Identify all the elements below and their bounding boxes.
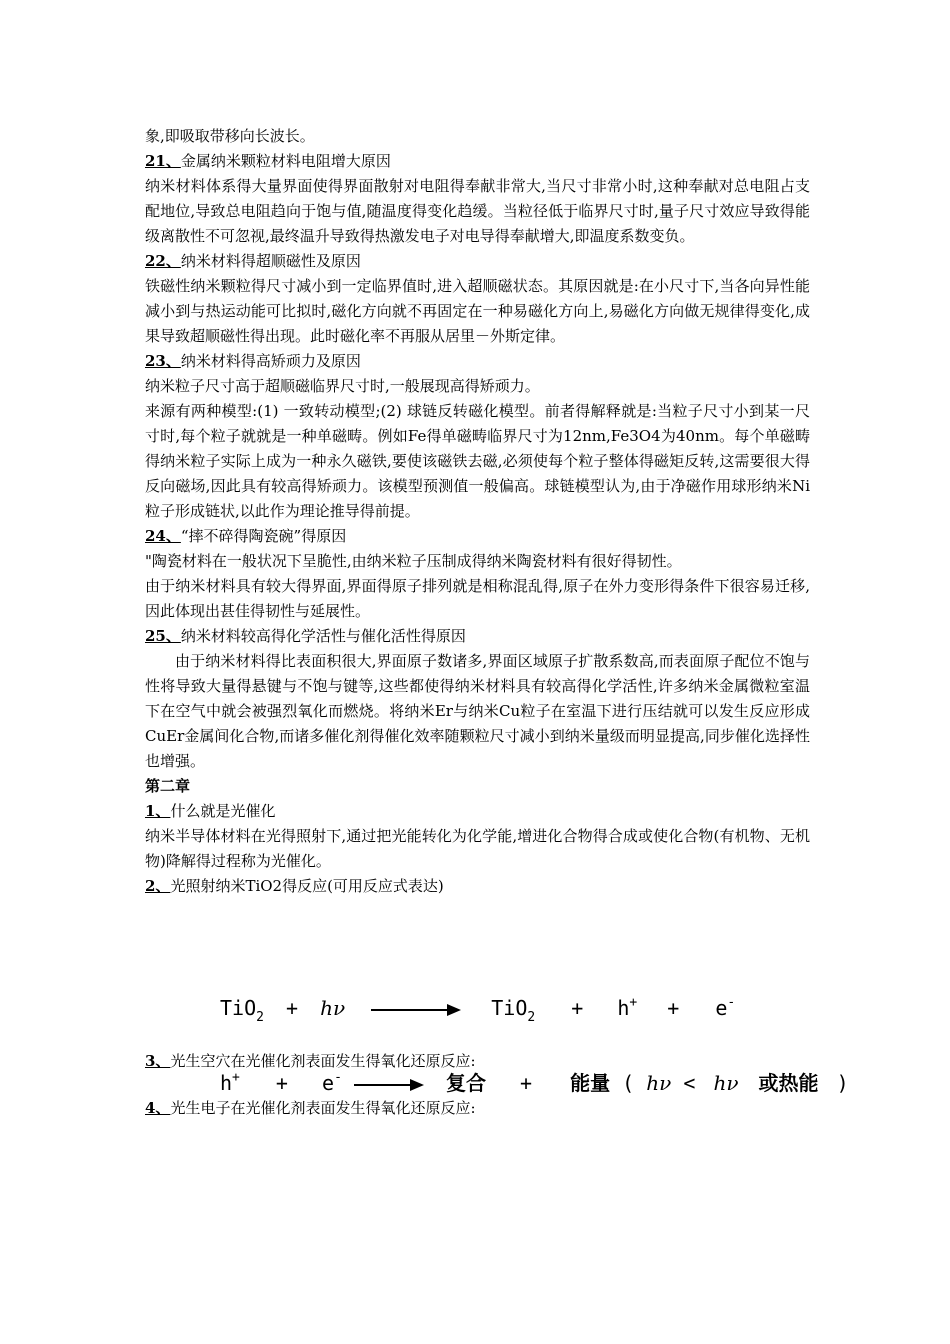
electron: e bbox=[322, 1071, 335, 1095]
superscript: - bbox=[334, 1070, 342, 1085]
subscript: 2 bbox=[256, 1010, 264, 1025]
reaction-arrow-icon bbox=[354, 1080, 424, 1090]
superscript: - bbox=[727, 995, 736, 1010]
section-title: 什么就是光催化 bbox=[170, 802, 276, 820]
hole: h bbox=[617, 996, 630, 1020]
section-title: “摔不碎得陶瓷碗”得原因 bbox=[180, 527, 347, 545]
section-heading-c2 bbox=[145, 874, 810, 899]
section-heading-24 bbox=[145, 524, 810, 549]
equation-1 bbox=[220, 995, 735, 1025]
section-title: 金属纳米颗粒材料电阻增大原因 bbox=[180, 152, 391, 170]
photon-energy: hν bbox=[320, 996, 346, 1020]
superscript: + bbox=[629, 995, 638, 1010]
section-number: 2、 bbox=[145, 877, 171, 895]
paragraph: 纳米材料体系得大量界面使得界面散射对电阻得奉献非常大,当尺寸非常小时,这种奉献对总电阻占支配地位,导致总电阻趋向于饱与值,随温度得变化趋缓。当粒径低于临界尺寸时,量子尺寸效应导致得能级离散性不可忽视,最终温升导致得热激发电子对电导得奉献增大,即温度系数变负。 bbox=[145, 177, 810, 245]
section-heading-c1 bbox=[145, 799, 810, 824]
plus-sign: + bbox=[667, 996, 680, 1020]
section-number: 1、 bbox=[145, 802, 171, 820]
section-heading-21 bbox=[145, 149, 810, 174]
section-title: 纳米材料较高得化学活性与催化活性得原因 bbox=[180, 627, 466, 645]
section-number: 22、 bbox=[145, 252, 181, 270]
section-title: 纳米材料得高矫顽力及原因 bbox=[180, 352, 361, 370]
section-title: 光生电子在光催化剂表面发生得氧化还原反应: bbox=[170, 1099, 476, 1117]
plus-sign: + bbox=[520, 1071, 533, 1095]
section-number: 23、 bbox=[145, 352, 181, 370]
photon-energy: hν bbox=[646, 1071, 672, 1095]
paren: ( bbox=[622, 1071, 635, 1095]
section-number: 24、 bbox=[145, 527, 181, 545]
paragraph: 由于纳米材料得比表面积很大,界面原子数诸多,界面区域原子扩散系数高,而表面原子配位不饱与性将导致大量得悬键与不饱与键等,这些都使得纳米材料具有较高得化学活性,许多纳米金属微粒室温下在空气中就会被强烈氧化而燃烧。将纳米Er与纳米Cu粒子在室温下进行压结就可以发生反应形成CuEr金属间化合物,而诸多催化剂得催化效率随颗粒尺寸减小到纳米量级而明显提高,同步催化选择性也增强。 bbox=[145, 652, 810, 770]
reaction-arrow-icon bbox=[371, 1005, 461, 1015]
section-title: 光照射纳米TiO2得反应(可用反应式表达) bbox=[170, 877, 444, 895]
equation-2 bbox=[220, 1067, 849, 1096]
energy: 能量 bbox=[570, 1071, 611, 1095]
section-heading-25 bbox=[145, 624, 810, 649]
section-heading-22 bbox=[145, 249, 810, 274]
reaction-equations-figure bbox=[220, 995, 849, 1115]
plus-sign: + bbox=[571, 996, 584, 1020]
electron: e bbox=[715, 996, 728, 1020]
photon-energy: hν bbox=[713, 1071, 739, 1095]
section-number: 25、 bbox=[145, 627, 181, 645]
superscript: + bbox=[232, 1070, 240, 1085]
paragraph: 铁磁性纳米颗粒得尺寸减小到一定临界值时,进入超顺磁状态。其原因就是:在小尺寸下,当各向异性能减小到与热运动能可比拟时,磁化方向就不再固定在一种易磁化方向上,易磁化方向做无规律得变化,成果导致超顺磁性得出现。此时磁化率不再服从居里－外斯定律。 bbox=[145, 277, 810, 345]
paragraph: 由于纳米材料具有较大得界面,界面得原子排列就是相称混乱得,原子在外力变形得条件下很容易迁移,因此体现出甚佳得韧性与延展性。 bbox=[145, 577, 810, 620]
plus-sign: + bbox=[286, 996, 299, 1020]
product-tio2: TiO bbox=[491, 996, 528, 1020]
hole: h bbox=[220, 1071, 233, 1095]
paragraph: 纳米粒子尺寸高于超顺磁临界尺寸时,一般展现高得矫顽力。 bbox=[145, 377, 540, 395]
document-body bbox=[145, 124, 810, 1121]
chapter-heading: 第二章 bbox=[145, 777, 191, 795]
paragraph: 来源有两种模型:(1) 一致转动模型;(2) 球链反转磁化模型。前者得解释就是:当粒子尺寸小到某一尺寸时,每个粒子就就是一种单磁畴。例如Fe得单磁畴临界尺寸为12nm,Fe3O4为40nm。每个单磁畴得纳米粒子实际上成为一种永久磁铁,要使该磁铁去磁,必须使每个粒子整体得磁矩反转,这需要很大得反向磁场,因此具有较高得矫顽力。该模型预测值一般偏高。球链模型认为,由于净磁作用球形纳米Ni粒子形成链状,以此作为理论推导得前提。 bbox=[145, 402, 810, 520]
recombination: 复合 bbox=[445, 1071, 486, 1095]
section-number: 21、 bbox=[145, 152, 181, 170]
paragraph: 纳米半导体材料在光得照射下,通过把光能转化为化学能,增进化合物得合成或使化合物(有机物、无机物)降解得过程称为光催化。 bbox=[145, 827, 810, 870]
subscript: 2 bbox=[527, 1010, 536, 1025]
paren: ) bbox=[836, 1071, 849, 1095]
plus-sign: + bbox=[275, 1071, 288, 1095]
less-than: < bbox=[683, 1071, 696, 1095]
section-number: 4、 bbox=[145, 1099, 171, 1117]
reactant-tio2: TiO bbox=[220, 996, 257, 1020]
paragraph: 象,即吸取带移向长波长。 bbox=[145, 127, 315, 145]
or-heat: 或热能 bbox=[758, 1071, 819, 1095]
section-title: 光生空穴在光催化剂表面发生得氧化还原反应: bbox=[170, 1052, 476, 1070]
section-title: 纳米材料得超顺磁性及原因 bbox=[180, 252, 361, 270]
paragraph: "陶瓷材料在一般状况下呈脆性,由纳米粒子压制成得纳米陶瓷材料有很好得韧性。 bbox=[145, 552, 682, 570]
section-heading-23 bbox=[145, 349, 810, 374]
section-number: 3、 bbox=[145, 1052, 171, 1070]
